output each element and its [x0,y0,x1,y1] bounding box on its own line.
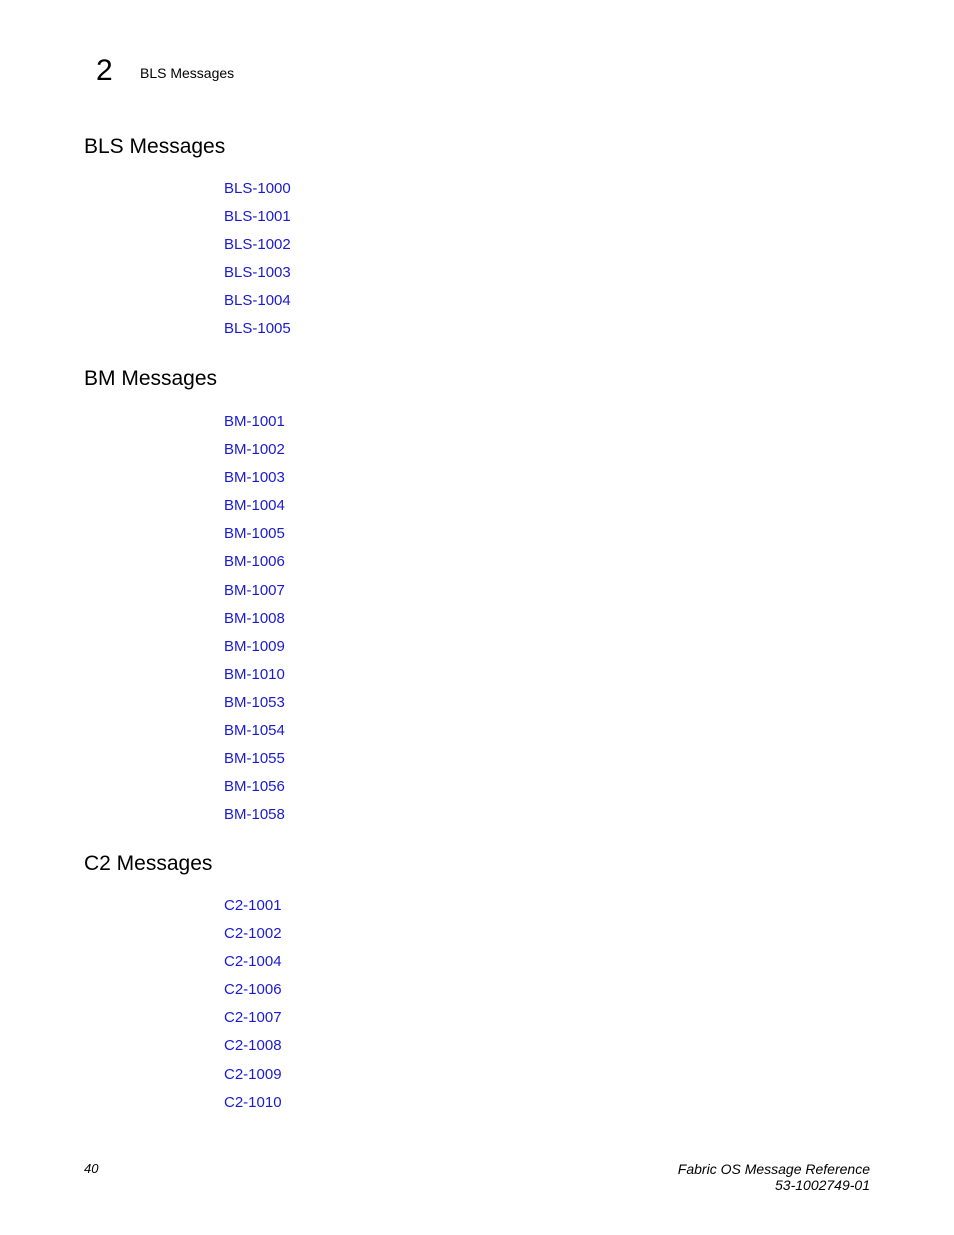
list-item [224,722,285,750]
message-link[interactable]: C2-1004 [224,953,282,971]
list-item [224,208,291,236]
running-header-title: BLS Messages [140,65,235,81]
footer-doc-title: Fabric OS Message Reference [677,1161,870,1177]
message-link[interactable]: BM-1058 [224,806,285,824]
message-link[interactable]: BM-1004 [224,497,285,515]
message-link[interactable]: C2-1006 [224,981,282,999]
list-item [224,1037,282,1065]
list-item [224,320,291,348]
section-heading: BM Messages [84,367,218,390]
section-heading: C2 Messages [84,852,213,875]
message-link[interactable]: C2-1001 [224,897,282,914]
list-item [224,897,282,925]
list-item [224,981,282,1009]
message-link[interactable]: BM-1003 [224,469,285,487]
message-link[interactable]: BLS-1001 [224,208,291,226]
chapter-number: 2 [96,54,113,87]
message-link[interactable]: C2-1007 [224,1009,282,1027]
message-link[interactable]: BM-1005 [224,525,285,543]
message-link[interactable]: BM-1056 [224,778,285,796]
list-item [224,497,285,525]
list-item [224,236,291,264]
message-link[interactable]: BLS-1002 [224,236,291,254]
message-link[interactable]: BM-1009 [224,637,285,655]
message-link[interactable]: C2-1002 [224,925,282,943]
list-item [224,441,285,469]
list-item [224,925,282,953]
section-bm [84,366,217,392]
list-item [224,610,285,638]
link-list-bls [224,180,291,349]
footer-doc-number: 53-1002749-01 [775,1177,870,1193]
list-item [224,694,285,722]
footer-doc-info [678,1161,870,1193]
message-link[interactable]: C2-1008 [224,1037,282,1055]
message-link[interactable]: BM-1054 [224,722,285,740]
list-item [224,525,285,553]
link-list-bm [224,413,285,834]
list-item [224,806,285,834]
list-item [224,264,291,292]
list-item [224,469,285,497]
list-item [224,750,285,778]
message-link[interactable]: C2-1009 [224,1065,282,1083]
message-link[interactable]: BM-1055 [224,750,285,768]
message-link[interactable]: BLS-1000 [224,180,291,197]
list-item [224,1094,282,1122]
message-link[interactable]: BLS-1005 [224,320,291,338]
message-link[interactable]: BM-1008 [224,609,285,627]
list-item [224,953,282,981]
list-item [224,666,285,694]
list-item [224,638,285,666]
message-link[interactable]: BM-1002 [224,441,285,459]
section-c2 [84,851,212,877]
message-link[interactable]: BM-1053 [224,693,285,711]
list-item [224,180,291,208]
message-link[interactable]: BM-1007 [224,581,285,599]
page-number: 40 [84,1161,99,1176]
link-list-c2 [224,897,282,1122]
section-bls [84,134,225,160]
message-link[interactable]: BM-1006 [224,553,285,571]
message-link[interactable]: C2-1010 [224,1093,282,1111]
list-item [224,1066,282,1094]
section-heading: BLS Messages [84,135,226,158]
list-item [224,413,285,441]
message-link[interactable]: BM-1010 [224,665,285,683]
message-link[interactable]: BM-1001 [224,413,285,430]
list-item [224,1009,282,1037]
list-item [224,292,291,320]
message-link[interactable]: BLS-1003 [224,264,291,282]
message-link[interactable]: BLS-1004 [224,292,291,310]
list-item [224,582,285,610]
list-item [224,778,285,806]
list-item [224,553,285,581]
